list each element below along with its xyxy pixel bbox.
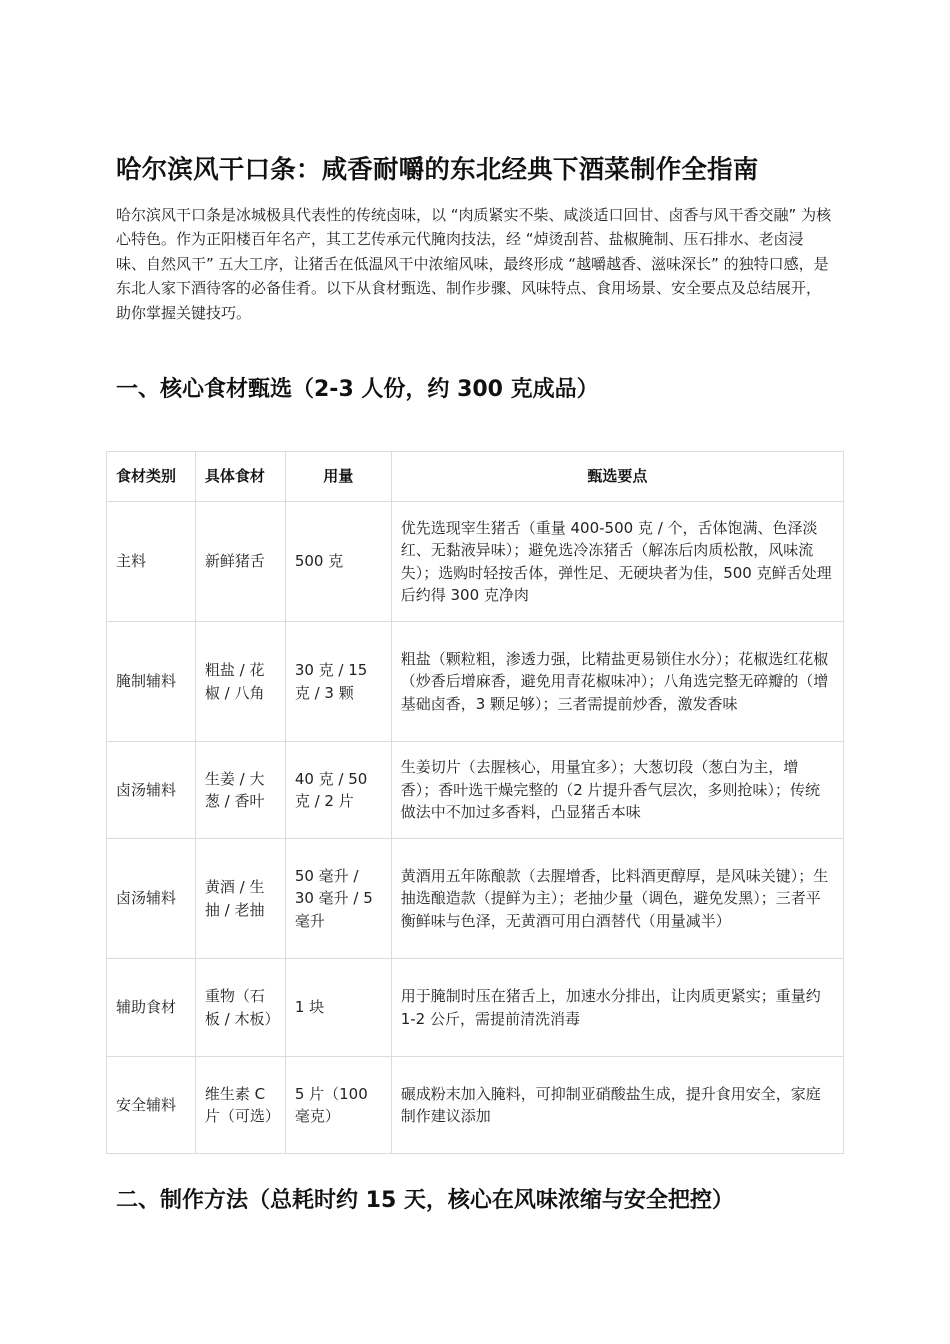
header-note: 甄选要点: [391, 452, 843, 502]
cell-category: 安全辅料: [107, 1057, 196, 1154]
table-row: [107, 502, 844, 622]
cell-item: 粗盐 / 花椒 / 八角: [195, 622, 285, 742]
cell-item: 维生素 C 片（可选）: [195, 1057, 285, 1154]
cell-category: 卤汤辅料: [107, 742, 196, 839]
cell-note: 用于腌制时压在猪舌上，加速水分排出，让肉质更紧实；重量约 1-2 公斤，需提前清洗消毒: [391, 959, 843, 1057]
ingredients-table: [106, 451, 844, 1154]
header-amount: 用量: [285, 452, 391, 502]
cell-item: 生姜 / 大葱 / 香叶: [195, 742, 285, 839]
cell-category: 腌制辅料: [107, 622, 196, 742]
cell-category: 卤汤辅料: [107, 839, 196, 959]
table-row: [107, 959, 844, 1057]
table-header-row: [107, 452, 844, 502]
header-category: 食材类别: [107, 452, 196, 502]
table-row: [107, 839, 844, 959]
cell-amount: 30 克 / 15 克 / 3 颗: [285, 622, 391, 742]
table-row: [107, 742, 844, 839]
cell-note: 粗盐（颗粒粗，渗透力强，比精盐更易锁住水分）；花椒选红花椒（炒香后增麻香，避免用青花椒味冲）；八角选完整无碎瓣的（增基础卤香，3 颗足够）；三者需提前炒香，激发香味: [391, 622, 843, 742]
cell-amount: 1 块: [285, 959, 391, 1057]
table-row: [107, 1057, 844, 1154]
header-item: 具体食材: [195, 452, 285, 502]
table-row: [107, 622, 844, 742]
cell-category: 辅助食材: [107, 959, 196, 1057]
cell-amount: 40 克 / 50 克 / 2 片: [285, 742, 391, 839]
cell-amount: 50 毫升 / 30 毫升 / 5 毫升: [285, 839, 391, 959]
cell-note: 黄酒用五年陈酿款（去腥增香，比料酒更醇厚，是风味关键）；生抽选酿造款（提鲜为主）；老抽少量（调色，避免发黑）；三者平衡鲜味与色泽，无黄酒可用白酒替代（用量减半）: [391, 839, 843, 959]
cell-note: 碾成粉末加入腌料，可抑制亚硝酸盐生成，提升食用安全，家庭制作建议添加: [391, 1057, 843, 1154]
intro-paragraph: 哈尔滨风干口条是冰城极具代表性的传统卤味，以 “肉质紧实不柴、咸淡适口回甘、卤香与风干香交融” 为核心特色。作为正阳楼百年名产，其工艺传承元代腌肉技法，经 “焯烫刮苔、盐椒腌制、压石排水、老卤浸味、自然风干” 五大工序，让猪舌在低温风干中浓缩风味，最终形成 “越嚼越香、滋味深长” 的独特口感，是东北人家下酒待客的必备佳肴。以下从食材甄选、制作步骤、风味特点、食用场景、安全要点及总结展开，助你掌握关键技巧。: [116, 206, 832, 322]
cell-amount: 500 克: [285, 502, 391, 622]
cell-amount: 5 片（100 毫克）: [285, 1057, 391, 1154]
cell-item: 重物（石板 / 木板）: [195, 959, 285, 1057]
cell-note: 优先选现宰生猪舌（重量 400-500 克 / 个，舌体饱满、色泽淡红、无黏液异味）；避免选冷冻猪舌（解冻后肉质松散，风味流失）；选购时轻按舌体，弹性足、无硬块者为佳，500 克鲜舌处理后约得 300 克净肉: [391, 502, 843, 622]
cell-item: 黄酒 / 生抽 / 老抽: [195, 839, 285, 959]
cell-category: 主料: [107, 502, 196, 622]
cell-note: 生姜切片（去腥核心，用量宜多）；大葱切段（葱白为主，增香）；香叶选干燥完整的（2 片提升香气层次，多则抢味）；传统做法中不加过多香料，凸显猪舌本味: [391, 742, 843, 839]
section-heading-ingredients: 一、核心食材甄选（2-3 人份，约 300 克成品）: [116, 377, 599, 402]
cell-item: 新鲜猪舌: [195, 502, 285, 622]
page-title: 哈尔滨风干口条：咸香耐嚼的东北经典下酒菜制作全指南: [116, 155, 759, 185]
section-heading-method: 二、制作方法（总耗时约 15 天，核心在风味浓缩与安全把控）: [116, 1188, 734, 1213]
